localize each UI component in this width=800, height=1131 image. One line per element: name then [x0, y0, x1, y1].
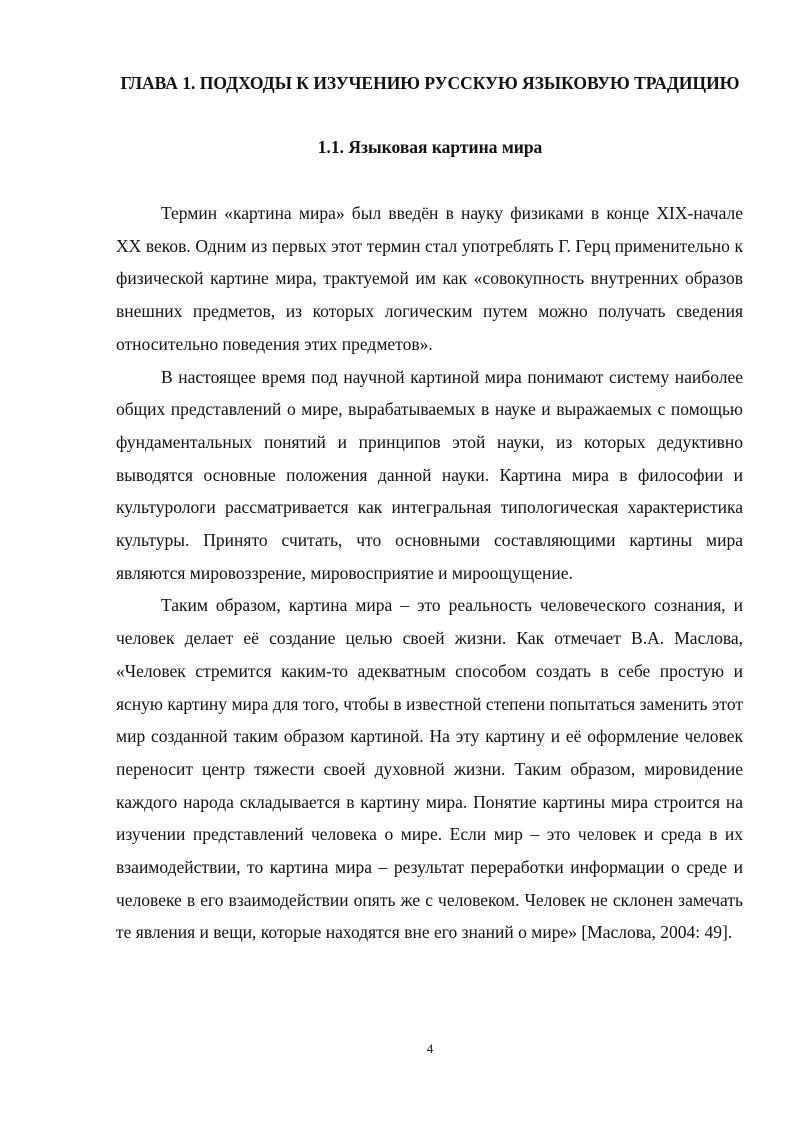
chapter-title: ГЛАВА 1. ПОДХОДЫ К ИЗУЧЕНИЮ РУССКУЮ ЯЗЫКОВУЮ ТРАДИЦИЮ	[120, 73, 740, 93]
section-title: 1.1. Языковая картина мира	[317, 137, 543, 157]
paragraph-maslova-quote: Таким образом, картина мира – это реальность человеческого сознания, и человек делает её создание целью своей жизни. Как отмечает В.А. Маслова, «Человек стремится каким-то адекватным способом создать в себе простую и ясную картину мира для того, чтобы в известной степени попытаться заменить этот мир созданной таким образом картиной. На эту картину и её оформление человек переносит центр тяжести своей духовной жизни. Таким образом, мировидение каждого народа складывается в картину мира. Понятие картины мира строится на изучении представлений человека о мире. Если мир – это человек и среда в их взаимодействии, то картина мира – результат переработки информации о среде и человеке в его взаимодействии опять же с человеком. Человек не склонен замечать те явления и вещи, которые находятся вне его знаний о мире» [Маслова, 2004: 49].	[116, 595, 743, 943]
page-number: 4	[426, 1041, 434, 1056]
body-text	[116, 197, 743, 949]
paragraph-term-origin: Термин «картина мира» был введён в науку физиками в конце XIX-начале XX веков. Одним из первых этот термин стал употреблять Г. Герц применительно к физической картине мира, трактуемой им как «совокупность внутренних образов внешних предметов, из которых логическим путем можно получать сведения относительно поведения этих предметов».	[116, 203, 743, 354]
paragraph-scientific-picture: В настоящее время под научной картиной мира понимают систему наиболее общих представлений о мире, вырабатываемых в науке и выражаемых с помощью фундаментальных понятий и принципов этой науки, из которых дедуктивно выводятся основные положения данной науки. Картина мира в философии и культурологи рассматривается как интегральная типологическая характеристика культуры. Принято считать, что основными составляющими картины мира являются мировоззрение, мировосприятие и мироощущение.	[116, 366, 743, 583]
